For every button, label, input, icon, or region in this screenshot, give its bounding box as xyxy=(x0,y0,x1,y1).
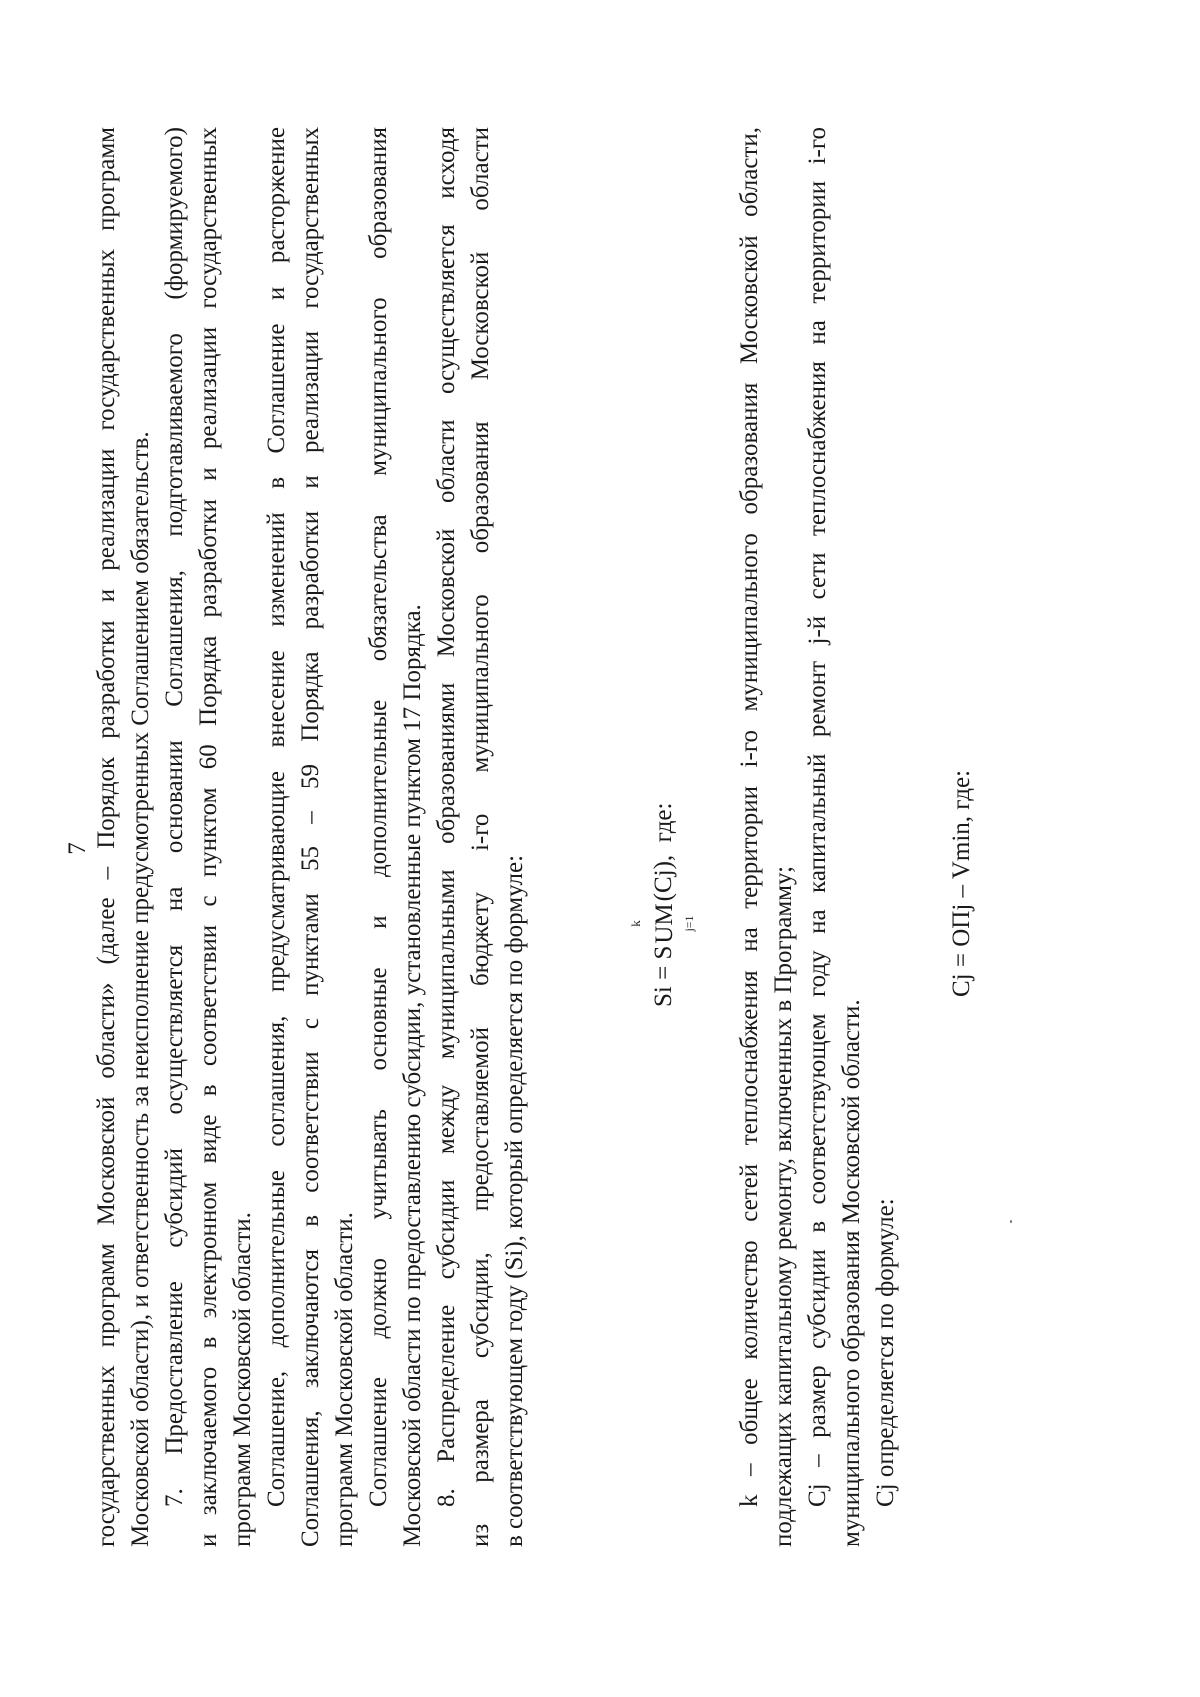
paragraph-line: из размера субсидии, предоставляемой бюджету i-го муниципального образования Московской области xyxy=(467,127,494,1547)
paragraph-line: Московской области по предоставлению субсидии, установленные пунктом 17 Порядка. xyxy=(399,604,426,1547)
sum-operator xyxy=(628,901,697,945)
body-text-top xyxy=(90,127,532,1547)
page-number: 7 xyxy=(64,842,91,855)
paragraph-line: Соглашение, дополнительные соглашения, предусматривающие внесение изменений в Соглашение и расторжение xyxy=(263,127,290,1507)
paragraph-line: 7. Предоставление субсидий осуществляется на основании Соглашения, подготавливаемого (формируемого) xyxy=(161,127,188,1507)
sum-lower-limit: j=1 xyxy=(682,915,697,932)
paragraph-line: Московской области), и ответственность за неисполнение предусмотренных Соглашением обязательств. xyxy=(127,431,154,1547)
paragraph-line: муниципального образования Московской области. xyxy=(838,999,865,1547)
paragraph-line: программ Московской области. xyxy=(331,1212,358,1547)
paragraph-line: Соглашение должно учитывать основные и дополнительные обязательства муниципального образования xyxy=(365,127,392,1507)
scan-speck xyxy=(1010,1220,1012,1223)
paragraph-line: в соответствующем году (Si), который определяется по формуле: xyxy=(501,854,528,1547)
sum-upper-limit: k xyxy=(628,920,644,927)
formula-si-lhs: Si = S xyxy=(650,945,677,1007)
formula-si-tail: где: xyxy=(650,802,677,843)
body-text-middle xyxy=(733,127,903,1547)
formula-si-rhs: (Cj), xyxy=(650,854,677,902)
paragraph-line: Cj определяется по формуле: xyxy=(872,1198,899,1507)
formula-cj-text: Cj = ОПj – Vmin, xyxy=(948,815,975,997)
paragraph-line: Cj – размер субсидии в соответствующем году на капитальный ремонт j-й сети теплоснабжения на территории i-го xyxy=(804,127,831,1507)
paragraph-line: 8. Распределение субсидии между муниципальными образованиями Московской области осуществляется исходя xyxy=(433,127,460,1507)
paragraph-line: и заключаемого в электронном виде в соответствии с пунктом 60 Порядка разработки и реализации государственных xyxy=(195,127,222,1547)
paragraph-line: Соглашения, заключаются в соответствии с пунктами 55 – 59 Порядка разработки и реализации государственных xyxy=(297,127,324,1547)
formula-cj-tail: где: xyxy=(948,769,975,810)
paragraph-line: программ Московской области. xyxy=(229,1212,256,1547)
paragraph-line: k – общее количество сетей теплоснабжения на территории i-го муниципального образования Московской области, xyxy=(736,127,763,1507)
paragraph-line: подлежащих капитальному ремонту, включенных в Программу; xyxy=(770,865,797,1547)
sum-symbol: UM xyxy=(651,903,679,944)
formula-si xyxy=(628,802,697,1007)
formula-cj xyxy=(948,770,976,997)
paragraph-line: государственных программ Московской области» (далее – Порядок разработки и реализации государственных программ xyxy=(93,127,120,1547)
